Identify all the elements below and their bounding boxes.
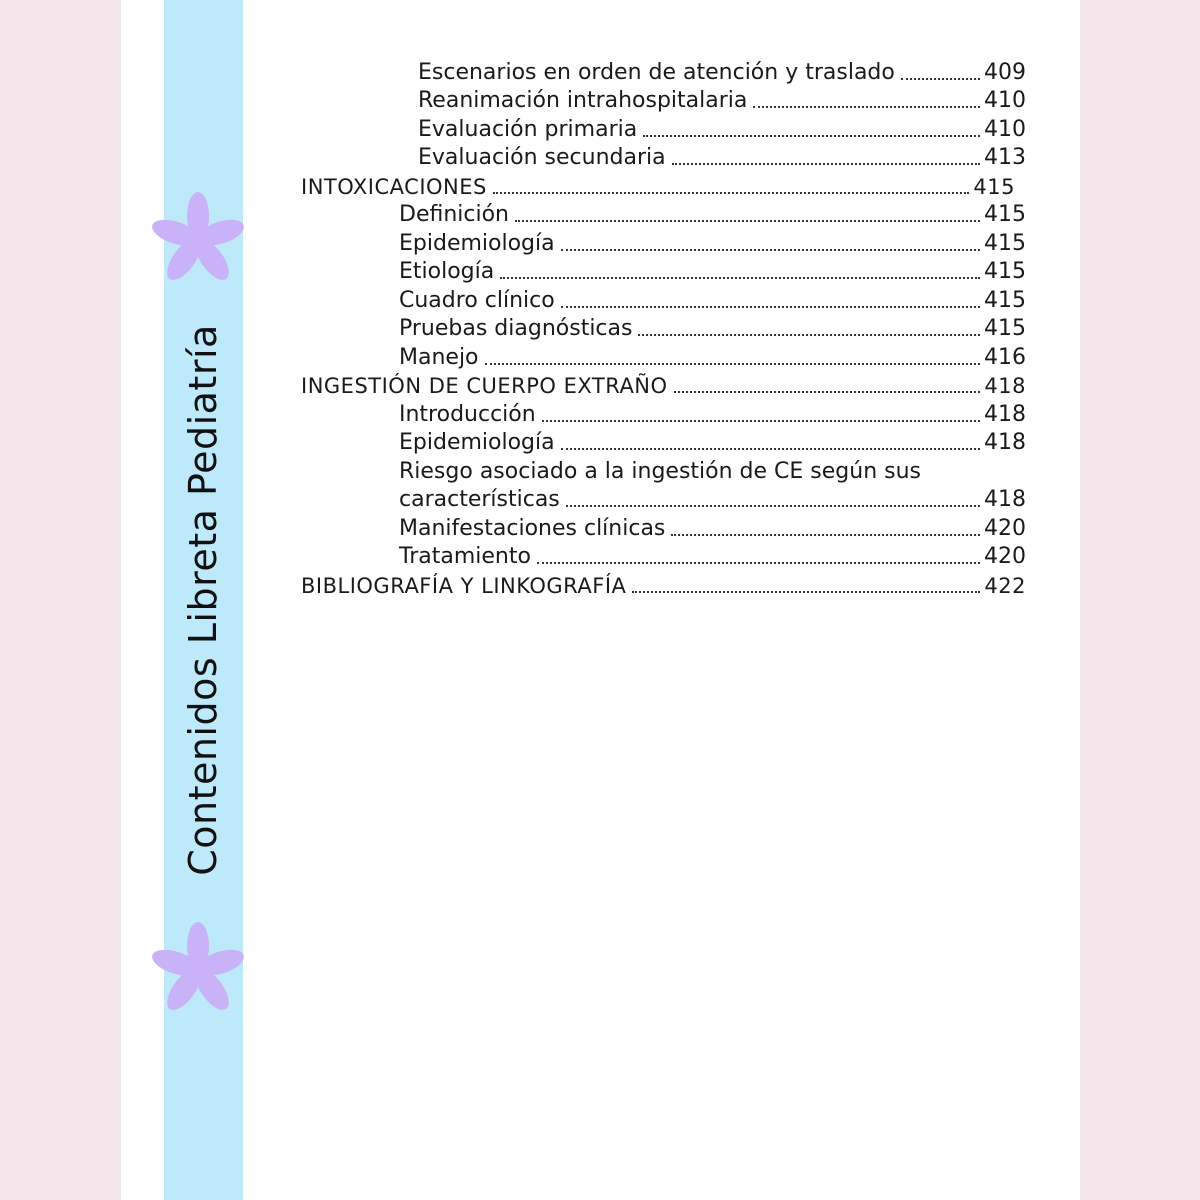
toc-entry-page: 410 bbox=[984, 117, 1026, 142]
toc-section-label: INGESTIÓN DE CUERPO EXTRAÑO bbox=[301, 374, 668, 398]
toc-entry bbox=[418, 116, 1026, 144]
toc-section-page: 418 bbox=[984, 374, 1026, 398]
toc-entry-label: Escenarios en orden de atención y traslado bbox=[418, 60, 895, 85]
side-title: Contenidos Libreta Pediatría bbox=[181, 324, 225, 876]
toc-entry-label: Reanimación intrahospitalaria bbox=[418, 88, 748, 113]
toc-entry-label: Introducción bbox=[399, 402, 536, 427]
toc-entry-label: Definición bbox=[399, 202, 509, 227]
toc-entry-label: Manifestaciones clínicas bbox=[399, 516, 666, 541]
toc-leader bbox=[561, 448, 980, 450]
toc-leader bbox=[671, 534, 980, 536]
toc-leader bbox=[561, 306, 980, 308]
toc-entry bbox=[399, 486, 1026, 514]
toc-entry-label: Evaluación secundaria bbox=[418, 145, 666, 170]
toc-leader bbox=[632, 591, 980, 593]
toc-leader bbox=[515, 220, 980, 222]
toc-leader bbox=[643, 135, 980, 137]
toc-leader bbox=[485, 363, 980, 365]
toc-section-label: BIBLIOGRAFÍA Y LINKOGRAFÍA bbox=[301, 574, 627, 598]
toc-leader bbox=[542, 420, 980, 422]
toc-entry bbox=[399, 287, 1026, 315]
toc-leader bbox=[561, 249, 980, 251]
toc-entry-page: 420 bbox=[984, 544, 1026, 569]
toc-leader bbox=[753, 106, 980, 108]
toc-entry-label: Cuadro clínico bbox=[399, 288, 555, 313]
toc-entry-page: 410 bbox=[984, 88, 1026, 113]
toc-entry bbox=[418, 59, 1026, 87]
toc-entry bbox=[399, 515, 1026, 543]
toc-entry-label-line: Riesgo asociado a la ingestión de CE según sus bbox=[399, 459, 921, 484]
toc-entry-page: 415 bbox=[984, 288, 1026, 313]
toc-entry-page: 415 bbox=[984, 231, 1026, 256]
toc-entry-page: 416 bbox=[984, 345, 1026, 370]
toc-section-label: INTOXICACIONES bbox=[301, 175, 487, 199]
toc-entry-page: 418 bbox=[984, 402, 1026, 427]
toc-section bbox=[301, 173, 1015, 201]
toc-section bbox=[301, 572, 1026, 600]
toc-entry bbox=[418, 87, 1026, 115]
toc-leader bbox=[566, 505, 980, 507]
toc-entry bbox=[399, 201, 1026, 229]
toc-leader bbox=[493, 192, 970, 194]
toc-entry-page: 420 bbox=[984, 516, 1026, 541]
toc-entry-label: características bbox=[399, 487, 560, 512]
toc-entry-page: 415 bbox=[984, 259, 1026, 284]
toc-leader bbox=[901, 78, 980, 80]
toc-entry-label: Pruebas diagnósticas bbox=[399, 316, 633, 341]
toc-entry bbox=[399, 258, 1026, 286]
toc-entry-page: 418 bbox=[984, 430, 1026, 455]
toc-entry-label: Etiología bbox=[399, 259, 495, 284]
toc-entry bbox=[399, 543, 1026, 571]
toc-entry-label: Tratamiento bbox=[399, 544, 531, 569]
toc-entry-page: 415 bbox=[984, 202, 1026, 227]
flower-icon bbox=[150, 922, 246, 1018]
toc-entry-label: Epidemiología bbox=[399, 231, 555, 256]
toc-entry bbox=[399, 344, 1026, 372]
toc-entry bbox=[399, 315, 1026, 343]
toc-entry-label: Epidemiología bbox=[399, 430, 555, 455]
toc-leader bbox=[674, 391, 981, 393]
toc-entry bbox=[399, 429, 1026, 457]
toc-leader bbox=[537, 562, 980, 564]
toc-section bbox=[301, 372, 1026, 400]
toc-entry bbox=[418, 144, 1026, 172]
toc-entry bbox=[399, 401, 1026, 429]
toc-entry-label: Evaluación primaria bbox=[418, 117, 638, 142]
toc-section-page: 415 bbox=[973, 175, 1015, 199]
toc-section-page: 422 bbox=[984, 574, 1026, 598]
toc-entry-page: 415 bbox=[984, 316, 1026, 341]
toc-entry-page: 418 bbox=[984, 487, 1026, 512]
toc-entry bbox=[399, 230, 1026, 258]
toc-entry-label: Manejo bbox=[399, 345, 479, 370]
toc-leader bbox=[638, 334, 980, 336]
flower-icon bbox=[150, 192, 246, 288]
toc-entry-page: 413 bbox=[984, 145, 1026, 170]
toc-entry-page: 409 bbox=[984, 60, 1026, 85]
toc-leader bbox=[500, 277, 980, 279]
toc-leader bbox=[672, 163, 980, 165]
